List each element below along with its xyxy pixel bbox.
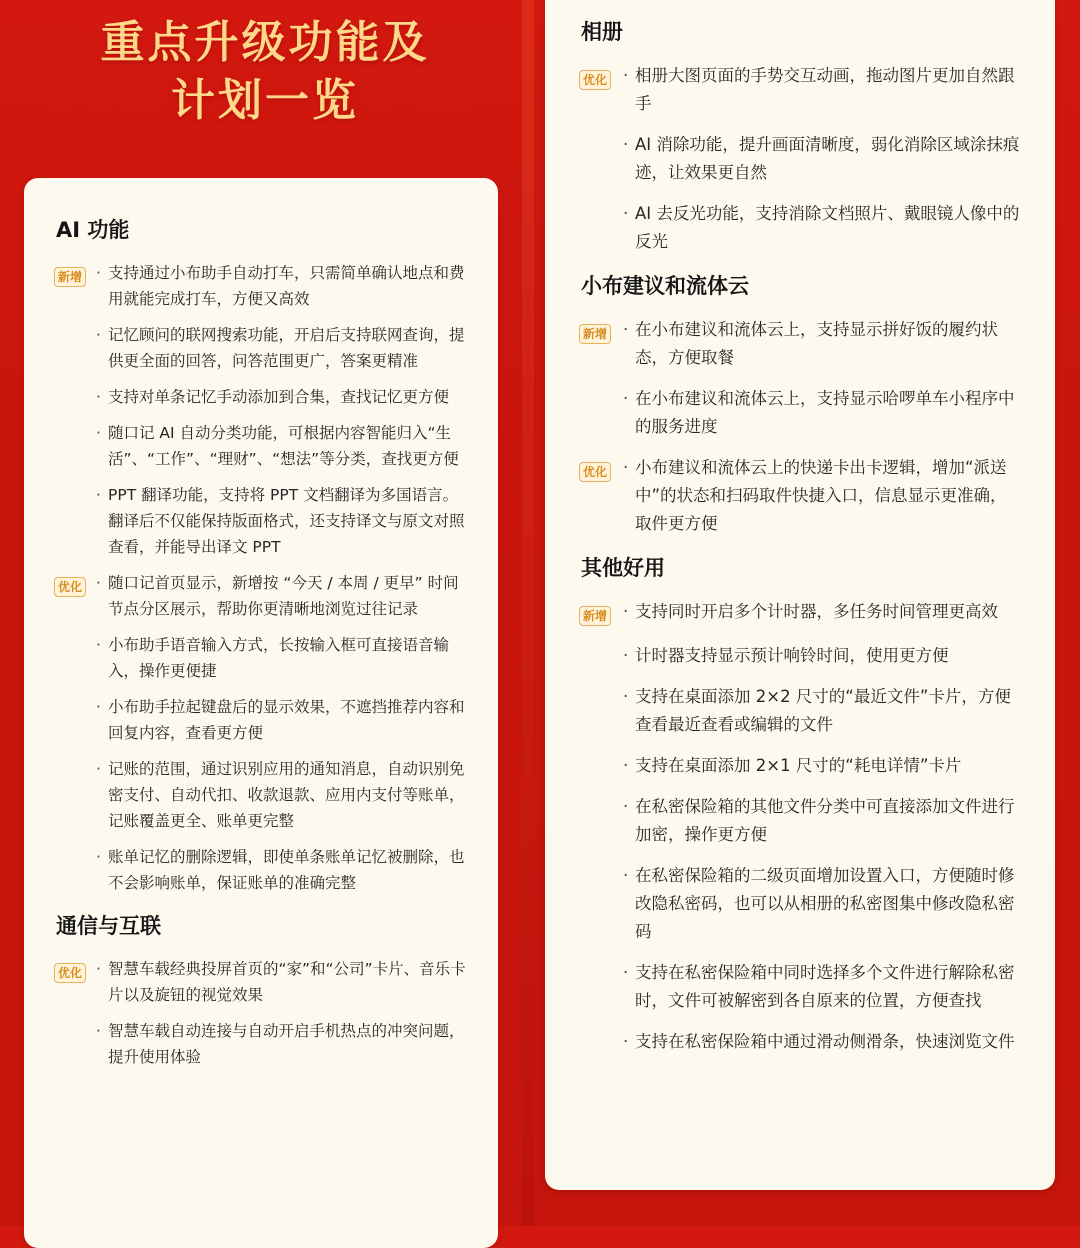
page-title-line-2: 计划一览: [171, 75, 359, 126]
item-text: 支持通过小布助手自动打车，只需简单确认地点和费用就能完成打车，方便又高效: [108, 264, 465, 308]
tag-column: [54, 632, 96, 635]
tag-column: [54, 844, 96, 847]
list-item: [54, 322, 468, 374]
improved-badge: 优化: [579, 70, 611, 90]
list-item: [579, 959, 1021, 1015]
bullet-icon: ·: [96, 1022, 101, 1040]
left-card: [24, 178, 498, 1248]
improved-badge: 优化: [579, 462, 611, 482]
improved-badge: 优化: [54, 963, 86, 983]
list-item: [579, 316, 1021, 372]
item-text: 智慧车载经典投屏首页的“家”和“公司”卡片、音乐卡片以及旋钮的视觉效果: [108, 960, 466, 1004]
bullet-icon: ·: [623, 204, 629, 223]
item-text: 支持对单条记忆手动添加到合集，查找记忆更方便: [108, 388, 450, 406]
tag-column: [54, 260, 96, 289]
item-text: 小布建议和流体云上的快递卡出卡逻辑，增加“派送中”的状态和扫码取件快捷入口，信息显示更准确，取件更方便: [635, 458, 1007, 533]
item-text: 在私密保险箱的其他文件分类中可直接添加文件进行加密，操作更方便: [635, 797, 1015, 844]
bullet-icon: ·: [96, 486, 101, 504]
tag-column: [579, 752, 623, 755]
list-item: [579, 793, 1021, 849]
tag-column: [579, 200, 623, 203]
item-text: 在私密保险箱的二级页面增加设置入口，方便随时修改隐私密码，也可以从相册的私密图集中修改隐私密码: [635, 866, 1015, 941]
item-text: 记账的范围，通过识别应用的通知消息，自动识别免密支付、自动代扣、收款退款、应用内支付等账单，记账覆盖更全、账单更完整: [108, 760, 465, 830]
bullet-icon: ·: [623, 756, 629, 775]
right-card: [545, 0, 1055, 1190]
item-text: PPT 翻译功能，支持将 PPT 文档翻译为多国语言。翻译后不仅能保持版面格式，还支持译文与原文对照查看，并能导出译文 PPT: [108, 486, 465, 556]
section-album-items: [579, 62, 1021, 256]
item-text: 小布助手拉起键盘后的显示效果，不遮挡推荐内容和回复内容，查看更方便: [108, 698, 465, 742]
section-comm: [54, 912, 468, 1070]
tag-column: [54, 694, 96, 697]
list-item: [579, 131, 1021, 187]
page-title: [0, 14, 530, 130]
item-text: AI 去反光功能，支持消除文档照片、戴眼镜人像中的反光: [635, 204, 1020, 251]
new-badge: 新增: [579, 324, 611, 344]
bullet-icon: ·: [623, 797, 629, 816]
bullet-icon: ·: [96, 388, 101, 406]
section-ai: [54, 216, 468, 896]
list-item: [579, 454, 1021, 538]
list-item: [54, 1018, 468, 1070]
list-item: [579, 752, 1021, 780]
item-text: 随口记 AI 自动分类功能，可根据内容智能归入“生活”、“工作”、“理财”、“想法”等分类，查找更方便: [108, 424, 459, 468]
list-item: [54, 756, 468, 834]
tag-column: [54, 322, 96, 325]
bullet-icon: ·: [96, 264, 101, 282]
tag-column: [579, 454, 623, 485]
section-title-cloud: 小布建议和流体云: [581, 274, 749, 298]
list-item: [54, 384, 468, 410]
section-cloud: [579, 272, 1021, 538]
list-item: [579, 1028, 1021, 1056]
new-badge: 新增: [54, 267, 86, 287]
bullet-icon: ·: [623, 646, 629, 665]
list-item: [579, 598, 1021, 629]
section-other: [579, 554, 1021, 1056]
tag-column: [54, 956, 96, 985]
list-item: [54, 482, 468, 560]
section-comm-items: [54, 956, 468, 1070]
tag-column: [579, 683, 623, 686]
tag-column: [579, 1028, 623, 1031]
list-item: [579, 862, 1021, 946]
tag-column: [579, 598, 623, 629]
bullet-icon: ·: [96, 636, 101, 654]
new-badge: 新增: [579, 606, 611, 626]
list-item: [54, 956, 468, 1008]
bullet-icon: ·: [623, 866, 629, 885]
list-item: [54, 844, 468, 896]
tag-column: [54, 384, 96, 387]
page-title-line-1: 重点升级功能及: [100, 17, 430, 68]
bullet-icon: ·: [623, 687, 629, 706]
bullet-icon: ·: [96, 326, 101, 344]
list-item: [579, 642, 1021, 670]
bullet-icon: ·: [96, 760, 101, 778]
section-cloud-items: [579, 316, 1021, 538]
section-title-comm: 通信与互联: [56, 914, 161, 938]
list-item: [54, 420, 468, 472]
tag-column: [54, 420, 96, 423]
section-ai-items: [54, 260, 468, 896]
list-item: [54, 260, 468, 312]
item-text: 账单记忆的删除逻辑，即使单条账单记忆被删除，也不会影响账单，保证账单的准确完整: [108, 848, 465, 892]
bullet-icon: ·: [96, 848, 101, 866]
section-title-other: 其他好用: [581, 556, 665, 580]
tag-column: [579, 131, 623, 134]
tag-column: [579, 62, 623, 93]
item-text: 支持在桌面添加 2×2 尺寸的“最近文件”卡片，方便查看最近查看或编辑的文件: [635, 687, 1011, 734]
item-text: 相册大图页面的手势交互动画，拖动图片更加自然跟手: [635, 66, 1015, 113]
item-text: 智慧车载自动连接与自动开启手机热点的冲突问题，提升使用体验: [108, 1022, 465, 1066]
bullet-icon: ·: [623, 458, 629, 477]
bullet-icon: ·: [96, 960, 101, 978]
tag-column: [579, 862, 623, 865]
list-item: [579, 62, 1021, 118]
bullet-icon: ·: [96, 698, 101, 716]
tag-column: [54, 1018, 96, 1021]
bullet-icon: ·: [623, 320, 629, 339]
improved-badge: 优化: [54, 577, 86, 597]
section-title-ai: AI 功能: [56, 218, 130, 242]
tag-column: [579, 385, 623, 388]
item-text: 支持在桌面添加 2×1 尺寸的“耗电详情”卡片: [635, 756, 962, 775]
list-item: [579, 200, 1021, 256]
bullet-icon: ·: [96, 424, 101, 442]
bullet-icon: ·: [623, 66, 629, 85]
tag-column: [579, 316, 623, 347]
list-item: [579, 683, 1021, 739]
item-text: 支持在私密保险箱中同时选择多个文件进行解除私密时，文件可被解密到各自原来的位置，方便查找: [635, 963, 1015, 1010]
bullet-icon: ·: [623, 135, 629, 154]
bullet-icon: ·: [96, 574, 101, 592]
item-text: 支持在私密保险箱中通过滑动侧滑条，快速浏览文件: [635, 1032, 1015, 1051]
list-item: [54, 694, 468, 746]
tag-column: [54, 482, 96, 485]
item-text: 支持同时开启多个计时器，多任务时间管理更高效: [635, 602, 998, 621]
item-text: 在小布建议和流体云上，支持显示哈啰单车小程序中的服务进度: [635, 389, 1015, 436]
tag-column: [54, 756, 96, 759]
tag-column: [54, 570, 96, 599]
background-divider: [522, 0, 534, 1226]
item-text: 小布助手语音输入方式，长按输入框可直接语音输入，操作更便捷: [108, 636, 450, 680]
list-item: [54, 632, 468, 684]
tag-column: [579, 642, 623, 645]
item-text: 随口记首页显示，新增按 “今天 / 本周 / 更早” 时间节点分区展示，帮助你更清晰地浏览过往记录: [108, 574, 459, 618]
bullet-icon: ·: [623, 963, 629, 982]
item-text: 在小布建议和流体云上，支持显示拼好饭的履约状态，方便取餐: [635, 320, 998, 367]
section-other-items: [579, 598, 1021, 1056]
section-title-album: 相册: [581, 20, 623, 44]
item-text: 计时器支持显示预计响铃时间，使用更方便: [635, 646, 949, 665]
item-text: 记忆顾问的联网搜索功能，开启后支持联网查询，提供更全面的回答，问答范围更广，答案更精准: [108, 326, 465, 370]
bullet-icon: ·: [623, 1032, 629, 1051]
list-item: [579, 385, 1021, 441]
bullet-icon: ·: [623, 602, 629, 621]
list-item: [54, 570, 468, 622]
tag-column: [579, 959, 623, 962]
section-album: [579, 18, 1021, 256]
tag-column: [579, 793, 623, 796]
bullet-icon: ·: [623, 389, 629, 408]
item-text: AI 消除功能，提升画面清晰度，弱化消除区域涂抹痕迹，让效果更自然: [635, 135, 1020, 182]
